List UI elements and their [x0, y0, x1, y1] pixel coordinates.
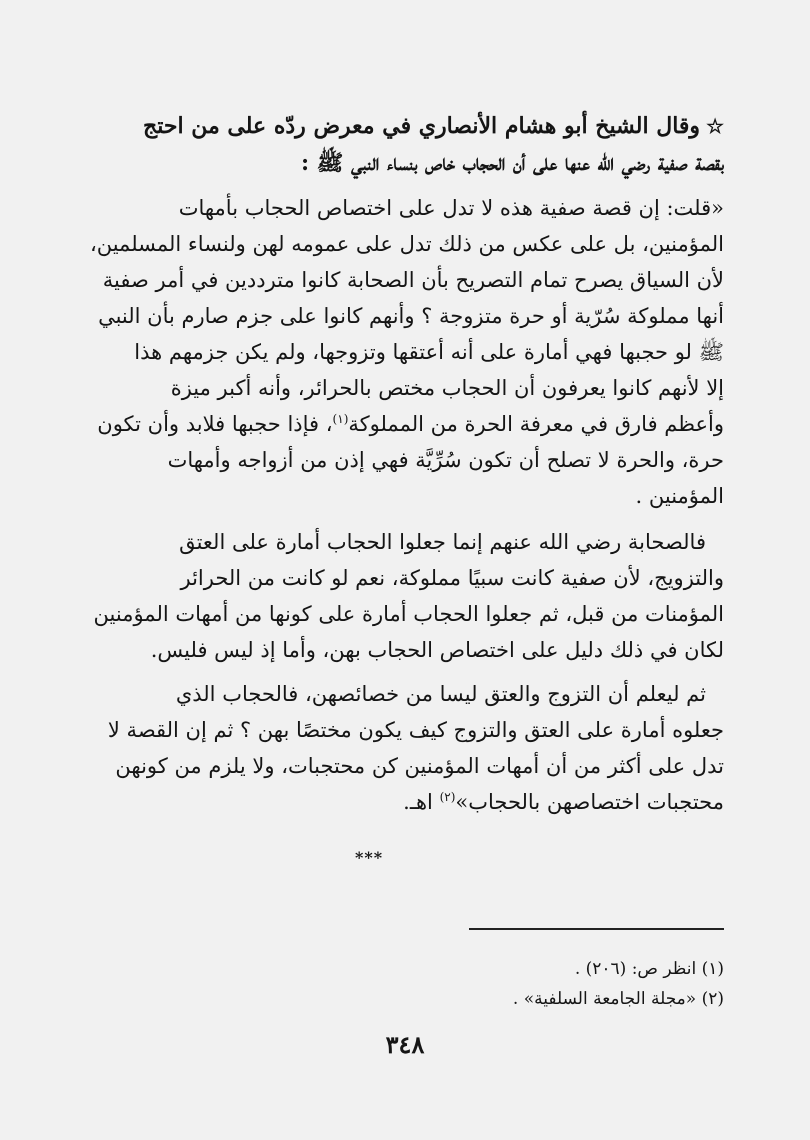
section-separator: *** — [355, 848, 384, 867]
page-number: ٣٤٨ — [385, 1030, 425, 1059]
text-line: جعلوه أمارة على العتق والتزوج كيف يكون مختصًا بهن ؟ ثم إن القصة لا — [107, 718, 724, 742]
quote-paragraph-3 — [88, 676, 724, 820]
text-line: ثم ليعلم أن التزوج والعتق ليسا من خصائصهن، فالحجاب الذي — [175, 682, 706, 706]
text-line: محتجبات اختصاصهن بالحجاب»$^{(٢)}$ اهـ. — [403, 790, 724, 814]
text-line: لكان في ذلك دليل على اختصاص الحجاب بهن، وأما إذ ليس فليس. — [150, 638, 724, 662]
text-line: أنها مملوكة سُرّية أو حرة متزوجة ؟ وأنهم كانوا على جزم صارم بأن النبي — [98, 304, 724, 328]
text-line: لأن السياق يصرح تمام التصريح بأن الصحابة كانوا مترددين في أمر صفية — [102, 268, 724, 292]
footnote-2: (٢) «مجلة الجامعة السلفية» . — [512, 989, 724, 1009]
heading-line-1: ☆وقال الشيخ أبو هشام الأنصاري في معرض ردّه على من احتج — [143, 113, 724, 139]
text-line: المؤمنات من قبل، ثم جعلوا الحجاب أمارة على كونها من أمهات المؤمنين — [93, 602, 724, 626]
text-line: حرة، والحرة لا تصلح أن تكون سُرِّيَّة فهي إذن من أزواجه وأمهات — [167, 448, 724, 472]
footnotes — [88, 954, 724, 1014]
text-line: المؤمنين، بل على عكس من ذلك تدل على عمومه لهن ولنساء المسلمين، — [89, 232, 724, 256]
text-line: وأعظم فارق في معرفة الحرة من المملوكة$^{(١)}$، فإذا حجبها فلابد وأن تكون — [97, 412, 724, 436]
quote-paragraph-1 — [88, 190, 724, 514]
heading-line-2: بقصة صفية رضي الله عنها على أن الحجاب خاص بنساء النبي ﷺ : — [300, 150, 724, 176]
text-line: ﷺ لو حجبها فهي أمارة على أنه أعتقها وتزوجها، ولم يكن جزمهم هذا — [134, 340, 724, 364]
text-line: «قلت: إن قصة صفية هذه لا تدل على اختصاص الحجاب بأمهات — [178, 196, 724, 220]
text-line: تدل على أكثر من أن أمهات المؤمنين كن محتجبات، ولا يلزم من كونهن — [115, 754, 724, 778]
text-line: المؤمنين . — [635, 484, 724, 508]
star-icon: ☆ — [706, 114, 724, 138]
text-line: فالصحابة رضي الله عنهم إنما جعلوا الحجاب أمارة على العتق — [179, 530, 706, 554]
footnote-1: (١) انظر ص: (٢٠٦) . — [574, 959, 724, 979]
footnote-divider — [469, 928, 724, 930]
text-line: إلا لأنهم كانوا يعرفون أن الحجاب مختص بالحرائر، وأنه أكبر ميزة — [170, 376, 724, 400]
footnote-marker-1[interactable]: (١) — [332, 412, 349, 426]
section-heading — [88, 108, 724, 182]
text-line: والتزويج، لأن صفية كانت سبيًا مملوكة، نعم لو كانت من الحرائر — [180, 566, 724, 590]
quote-paragraph-2 — [88, 524, 724, 668]
footnote-marker-2[interactable]: (٢) — [439, 790, 456, 804]
